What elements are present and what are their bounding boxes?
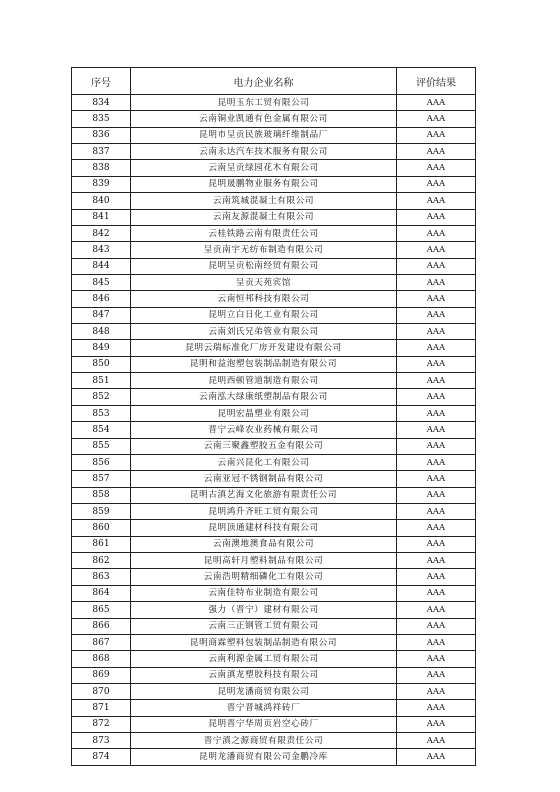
rating-cell: AAA xyxy=(397,700,476,716)
table-row xyxy=(72,340,476,356)
company-name-cell: 云南永达汽车技术服务有限公司 xyxy=(131,144,397,160)
company-name-cell: 昆明顶通建材科技有限公司 xyxy=(131,520,397,536)
company-name-cell: 昆明西顿管道制造有限公司 xyxy=(131,373,397,389)
serial-number-cell: 857 xyxy=(72,471,131,487)
rating-cell: AAA xyxy=(397,340,476,356)
serial-number-cell: 847 xyxy=(72,307,131,323)
rating-cell: AAA xyxy=(397,225,476,241)
rating-cell: AAA xyxy=(397,716,476,732)
table-row xyxy=(72,356,476,372)
company-name-cell: 云桂铁路云南有限责任公司 xyxy=(131,225,397,241)
rating-table-container xyxy=(71,67,475,766)
table-row xyxy=(72,274,476,290)
rating-cell: AAA xyxy=(397,471,476,487)
rating-cell: AAA xyxy=(397,176,476,192)
rating-cell: AAA xyxy=(397,422,476,438)
table-row xyxy=(72,209,476,225)
table-row xyxy=(72,503,476,519)
rating-cell: AAA xyxy=(397,651,476,667)
table-row xyxy=(72,193,476,209)
rating-cell: AAA xyxy=(397,585,476,601)
rating-cell: AAA xyxy=(397,160,476,176)
table-row xyxy=(72,700,476,716)
table-row xyxy=(72,749,476,765)
table-row xyxy=(72,553,476,569)
company-name-cell: 云南筑城混凝土有限公司 xyxy=(131,193,397,209)
table-row xyxy=(72,569,476,585)
company-name-cell: 昆明龙潘商贸有限公司 xyxy=(131,683,397,699)
rating-cell: AAA xyxy=(397,258,476,274)
company-name-cell: 呈贡南宇无纺布制造有限公司 xyxy=(131,242,397,258)
company-name-cell: 昆明龙潘商贸有限公司金鹏冷库 xyxy=(131,749,397,765)
serial-number-cell: 867 xyxy=(72,634,131,650)
company-name-cell: 昆明宏晶塑业有限公司 xyxy=(131,405,397,421)
rating-cell: AAA xyxy=(397,749,476,765)
serial-number-cell: 865 xyxy=(72,602,131,618)
serial-number-cell: 859 xyxy=(72,503,131,519)
serial-number-cell: 836 xyxy=(72,127,131,143)
table-row xyxy=(72,585,476,601)
serial-number-cell: 871 xyxy=(72,700,131,716)
rating-cell: AAA xyxy=(397,389,476,405)
company-name-cell: 云南铜业凯通有色金属有限公司 xyxy=(131,111,397,127)
rating-cell: AAA xyxy=(397,274,476,290)
serial-number-cell: 852 xyxy=(72,389,131,405)
company-name-cell: 昆明商霖塑料包装制品制造有限公司 xyxy=(131,634,397,650)
serial-number-cell: 839 xyxy=(72,176,131,192)
serial-number-cell: 845 xyxy=(72,274,131,290)
company-name-cell: 呈贡天苑宾馆 xyxy=(131,274,397,290)
table-row xyxy=(72,95,476,111)
serial-number-cell: 846 xyxy=(72,291,131,307)
serial-number-cell: 866 xyxy=(72,618,131,634)
serial-number-cell: 848 xyxy=(72,324,131,340)
company-name-cell: 云南恒邦科技有限公司 xyxy=(131,291,397,307)
rating-cell: AAA xyxy=(397,373,476,389)
rating-cell: AAA xyxy=(397,193,476,209)
rating-table xyxy=(71,67,476,766)
company-name-cell: 昆明云瑞标准化厂房开发建设有限公司 xyxy=(131,340,397,356)
table-row xyxy=(72,683,476,699)
serial-number-cell: 863 xyxy=(72,569,131,585)
rating-cell: AAA xyxy=(397,324,476,340)
table-row xyxy=(72,536,476,552)
serial-number-cell: 834 xyxy=(72,95,131,111)
serial-number-cell: 864 xyxy=(72,585,131,601)
rating-cell: AAA xyxy=(397,242,476,258)
serial-number-cell: 853 xyxy=(72,405,131,421)
rating-cell: AAA xyxy=(397,454,476,470)
table-row xyxy=(72,405,476,421)
table-row xyxy=(72,733,476,749)
serial-number-cell: 844 xyxy=(72,258,131,274)
rating-cell: AAA xyxy=(397,667,476,683)
company-name-cell: 云南浩明精细磷化工有限公司 xyxy=(131,569,397,585)
company-name-cell: 云南泓大绿康纸塑制品有限公司 xyxy=(131,389,397,405)
table-row xyxy=(72,225,476,241)
serial-number-cell: 835 xyxy=(72,111,131,127)
rating-cell: AAA xyxy=(397,438,476,454)
rating-cell: AAA xyxy=(397,503,476,519)
rating-cell: AAA xyxy=(397,536,476,552)
company-name-cell: 云南友源混凝土有限公司 xyxy=(131,209,397,225)
serial-number-cell: 840 xyxy=(72,193,131,209)
company-name-cell: 云南刘氏兄弟管业有限公司 xyxy=(131,324,397,340)
serial-number-cell: 858 xyxy=(72,487,131,503)
header-serial-number: 序号 xyxy=(72,68,131,95)
serial-number-cell: 843 xyxy=(72,242,131,258)
table-body xyxy=(72,95,476,766)
serial-number-cell: 869 xyxy=(72,667,131,683)
rating-cell: AAA xyxy=(397,111,476,127)
table-row xyxy=(72,716,476,732)
serial-number-cell: 873 xyxy=(72,733,131,749)
company-name-cell: 昆明和益泡塑包装制品制造有限公司 xyxy=(131,356,397,372)
company-name-cell: 昆明立白日化工业有限公司 xyxy=(131,307,397,323)
rating-cell: AAA xyxy=(397,634,476,650)
header-company-name: 电力企业名称 xyxy=(131,68,397,95)
header-rating-result: 评价结果 xyxy=(397,68,476,95)
company-name-cell: 昆明市呈贡民族玻璃纤维制品厂 xyxy=(131,127,397,143)
company-name-cell: 云南亚冠不锈钢制品有限公司 xyxy=(131,471,397,487)
company-name-cell: 昆明呈贡松南经贸有限公司 xyxy=(131,258,397,274)
company-name-cell: 云南澳地澳食品有限公司 xyxy=(131,536,397,552)
serial-number-cell: 851 xyxy=(72,373,131,389)
table-row xyxy=(72,258,476,274)
serial-number-cell: 855 xyxy=(72,438,131,454)
table-row xyxy=(72,160,476,176)
table-row xyxy=(72,324,476,340)
rating-cell: AAA xyxy=(397,683,476,699)
serial-number-cell: 874 xyxy=(72,749,131,765)
rating-cell: AAA xyxy=(397,618,476,634)
serial-number-cell: 841 xyxy=(72,209,131,225)
company-name-cell: 昆明古滇艺海文化旅游有限责任公司 xyxy=(131,487,397,503)
company-name-cell: 晋宁云峰农业药械有限公司 xyxy=(131,422,397,438)
table-row xyxy=(72,634,476,650)
table-row xyxy=(72,373,476,389)
rating-cell: AAA xyxy=(397,733,476,749)
rating-cell: AAA xyxy=(397,553,476,569)
table-row xyxy=(72,111,476,127)
company-name-cell: 昆明晟鹏物业服务有限公司 xyxy=(131,176,397,192)
serial-number-cell: 862 xyxy=(72,553,131,569)
serial-number-cell: 838 xyxy=(72,160,131,176)
rating-cell: AAA xyxy=(397,209,476,225)
table-row xyxy=(72,307,476,323)
company-name-cell: 晋宁晋城鸿祥砖厂 xyxy=(131,700,397,716)
table-row xyxy=(72,651,476,667)
table-row xyxy=(72,127,476,143)
rating-cell: AAA xyxy=(397,405,476,421)
rating-cell: AAA xyxy=(397,520,476,536)
serial-number-cell: 861 xyxy=(72,536,131,552)
company-name-cell: 昆明鸿升齐旺工贸有限公司 xyxy=(131,503,397,519)
table-header-row xyxy=(72,68,476,95)
company-name-cell: 云南兴昆化工有限公司 xyxy=(131,454,397,470)
company-name-cell: 云南利源金属工贸有限公司 xyxy=(131,651,397,667)
serial-number-cell: 872 xyxy=(72,716,131,732)
serial-number-cell: 850 xyxy=(72,356,131,372)
company-name-cell: 晋宁滇之源商贸有限责任公司 xyxy=(131,733,397,749)
serial-number-cell: 868 xyxy=(72,651,131,667)
rating-cell: AAA xyxy=(397,291,476,307)
serial-number-cell: 854 xyxy=(72,422,131,438)
rating-cell: AAA xyxy=(397,487,476,503)
rating-cell: AAA xyxy=(397,356,476,372)
rating-cell: AAA xyxy=(397,569,476,585)
company-name-cell: 昆明晋宁华周页岩空心砖厂 xyxy=(131,716,397,732)
table-row xyxy=(72,242,476,258)
table-row xyxy=(72,389,476,405)
table-row xyxy=(72,471,476,487)
company-name-cell: 云南三聚鑫塑胶五金有限公司 xyxy=(131,438,397,454)
company-name-cell: 云南滇龙塑胶科技有限公司 xyxy=(131,667,397,683)
rating-cell: AAA xyxy=(397,95,476,111)
serial-number-cell: 849 xyxy=(72,340,131,356)
rating-cell: AAA xyxy=(397,144,476,160)
company-name-cell: 强力（晋宁）建材有限公司 xyxy=(131,602,397,618)
serial-number-cell: 842 xyxy=(72,225,131,241)
table-row xyxy=(72,667,476,683)
table-row xyxy=(72,291,476,307)
table-row xyxy=(72,438,476,454)
table-row xyxy=(72,422,476,438)
company-name-cell: 昆明高轩月塑料制品有限公司 xyxy=(131,553,397,569)
table-row xyxy=(72,487,476,503)
company-name-cell: 昆明玉东工贸有限公司 xyxy=(131,95,397,111)
table-row xyxy=(72,618,476,634)
serial-number-cell: 837 xyxy=(72,144,131,160)
serial-number-cell: 860 xyxy=(72,520,131,536)
company-name-cell: 云南三正钢管工贸有限公司 xyxy=(131,618,397,634)
serial-number-cell: 856 xyxy=(72,454,131,470)
company-name-cell: 云南呈贡绿园花木有限公司 xyxy=(131,160,397,176)
company-name-cell: 云南佳特布业制造有限公司 xyxy=(131,585,397,601)
table-row xyxy=(72,520,476,536)
table-row xyxy=(72,144,476,160)
rating-cell: AAA xyxy=(397,602,476,618)
table-row xyxy=(72,454,476,470)
rating-cell: AAA xyxy=(397,307,476,323)
table-row xyxy=(72,602,476,618)
serial-number-cell: 870 xyxy=(72,683,131,699)
rating-cell: AAA xyxy=(397,127,476,143)
table-row xyxy=(72,176,476,192)
